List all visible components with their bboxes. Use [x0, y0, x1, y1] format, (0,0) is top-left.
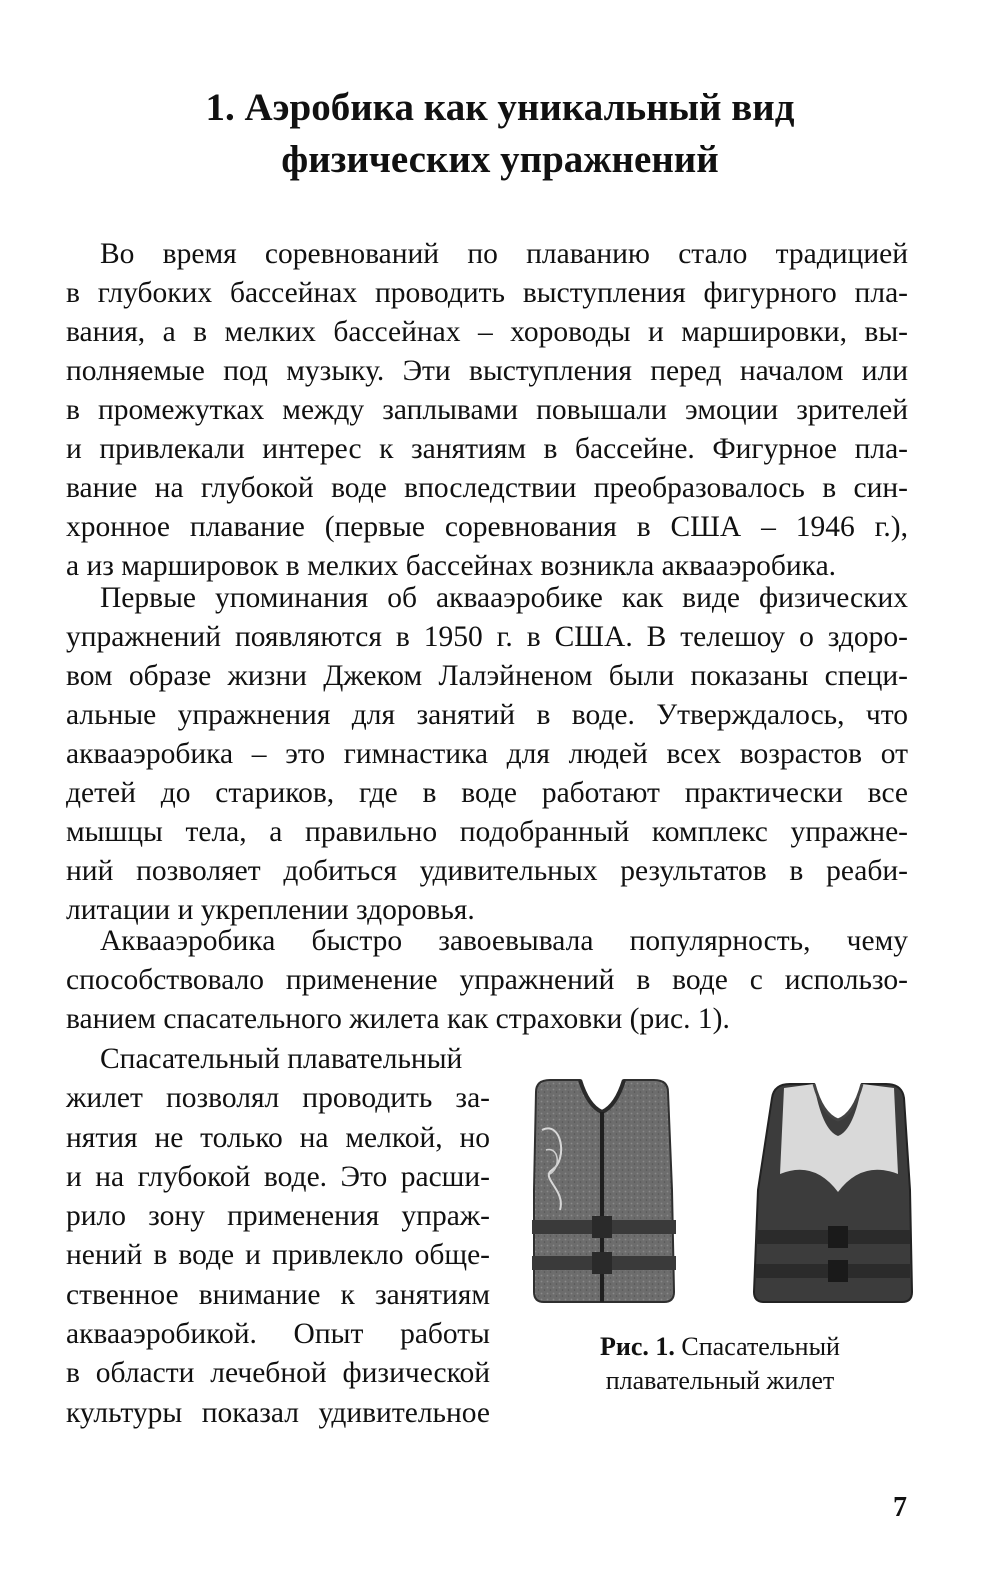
text-line: Аквааэробика быстро завоевывала популярность, чему — [100, 925, 908, 957]
text-line: аквааэробика – это гимнастика для людей всех возрастов от — [66, 738, 908, 770]
text-line: полняемые под музыку. Эти выступления перед началом или — [66, 355, 908, 387]
figure-label: Рис. 1. — [600, 1332, 675, 1361]
text-line: а из маршировок в мелких бассейнах возникла аквааэробика. — [66, 550, 837, 582]
text-line: рило зону применения упраж- — [66, 1200, 490, 1233]
text-line: вания, а в мелких бассейнах – хороводы и маршировки, вы- — [66, 316, 908, 348]
paragraph-4 — [66, 1040, 490, 1433]
text-line: вом образе жизни Джеком Лалэйненом были показаны специ- — [66, 660, 908, 692]
text-line: литации и укреплении здоровья. — [66, 894, 475, 926]
caption-line-1 — [522, 1330, 918, 1364]
text-line: ний позволяет добиться удивительных результатов в реаби- — [66, 855, 908, 887]
text-line: хронное плавание (первые соревнования в США – 1946 г.), — [66, 511, 908, 543]
chapter-title-line-2: физических упражнений — [281, 138, 719, 181]
text-line: в области лечебной физической — [66, 1357, 490, 1390]
text-line: Во время соревнований по плаванию стало традицией — [100, 238, 908, 270]
text-line: нений в воде и привлекло обще- — [66, 1239, 490, 1272]
caption-line-2: плавательный жилет — [605, 1366, 835, 1395]
life-vest-left — [532, 1080, 676, 1302]
paragraph-3 — [66, 922, 908, 1039]
text-line: мышцы тела, а правильно подобранный комплекс упражне- — [66, 816, 908, 848]
text-line: аквааэробикой. Опыт работы — [66, 1318, 490, 1351]
figure-life-vests — [522, 1070, 918, 1310]
text-line: в глубоких бассейнах проводить выступления фигурного пла- — [66, 277, 908, 309]
caption-text-1: Спасательный — [681, 1332, 840, 1361]
text-line: жилет позволял проводить за- — [66, 1082, 490, 1115]
text-line: Первые упоминания об аквааэробике как виде физических — [100, 582, 908, 614]
text-line: нятия не только на мелкой, но — [66, 1121, 490, 1154]
text-line: ванием спасательного жилета как страховки (рис. 1). — [66, 1003, 730, 1035]
paragraph-2 — [66, 579, 908, 930]
chapter-title-line-1: 1. Аэробика как уникальный вид — [205, 86, 795, 129]
text-line: культуры показал удивительное — [66, 1396, 490, 1429]
chapter-title — [0, 82, 1000, 186]
text-line: и на глубокой воде. Это расши- — [66, 1160, 490, 1193]
text-line: в промежутках между заплывами повышали эмоции зрителей — [66, 394, 908, 426]
paragraph-1 — [66, 235, 908, 586]
text-line: детей до стариков, где в воде работают практически все — [66, 777, 908, 809]
text-line: упражнений появляются в 1950 г. в США. В телешоу о здоро- — [66, 621, 908, 653]
page-number: 7 — [893, 1492, 907, 1523]
figure-caption — [522, 1330, 918, 1398]
text-line: Спасательный плавательный — [100, 1043, 463, 1075]
text-line: альные упражнения для занятий в воде. Утверждалось, что — [66, 699, 908, 731]
life-vest-right — [754, 1084, 912, 1302]
text-line: вание на глубокой воде впоследствии преобразовалось в син- — [66, 472, 908, 504]
text-line: способствовало применение упражнений в воде с использо- — [66, 964, 908, 996]
text-line: ственное внимание к занятиям — [66, 1278, 490, 1311]
life-vests-image — [522, 1070, 918, 1310]
text-line: и привлекали интерес к занятиям в бассейне. Фигурное пла- — [66, 433, 908, 465]
